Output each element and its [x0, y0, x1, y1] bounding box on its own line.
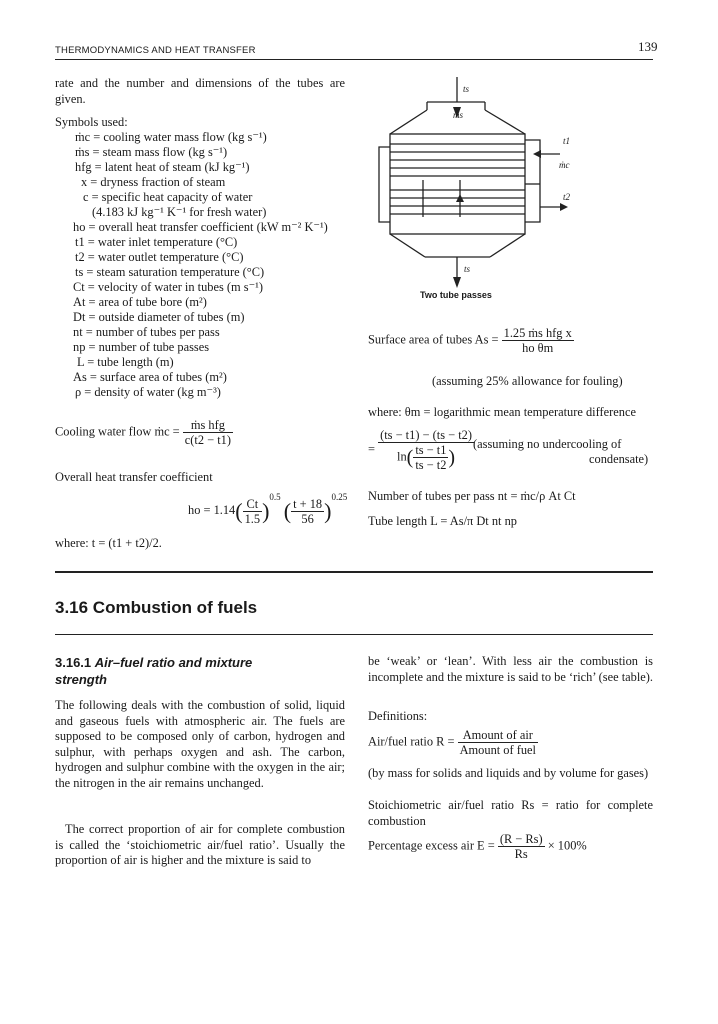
lmtd-numerator: (ts − t1) − (ts − t2) — [380, 428, 472, 442]
combustion-paragraph-2: The correct proportion of air for complete combustion is called the ‘stoichiometric air/fuel ratio’. Usually the proportion of air is higher and the mixture is said to — [55, 822, 345, 868]
section-title: 3.16 Combustion of fuels — [55, 598, 258, 617]
symbol-ho: ho = overall heat transfer coefficient (kW m⁻² K⁻¹) — [73, 220, 328, 234]
htc-formula: ho = 1.14( $\frac{Ct}{1.5}$ )$^{0.5}$ ( $\frac{t + 18}{56}$ )$^{0.25}$ — [188, 492, 348, 526]
afr-fraction — [458, 728, 538, 757]
symbol-t2: t2 = water outlet temperature (°C) — [75, 250, 244, 264]
tubes-per-pass: Number of tubes per pass nt = ṁc/ρ At Ct — [368, 489, 576, 503]
symbol-ct: Ct = velocity of water in tubes (m s⁻¹) — [73, 280, 263, 294]
htc-exp-2: 0.25 — [331, 492, 348, 502]
where-theta: where: θm = logarithmic mean temperature difference — [368, 405, 636, 419]
running-title: THERMODYNAMICS AND HEAT TRANSFER — [55, 45, 256, 56]
symbols-heading: Symbols used: — [55, 115, 128, 129]
fouling-note: (assuming 25% allowance for fouling) — [432, 374, 623, 388]
symbol-at: At = area of tube bore (m²) — [73, 295, 207, 309]
afr-numerator: Amount of air — [458, 728, 538, 743]
excess-air-formula — [368, 832, 587, 861]
symbol-dt: Dt = outside diameter of tubes (m) — [73, 310, 245, 324]
lmtd-note-2: condensate) — [589, 452, 649, 466]
htc-f2-den: 56 — [301, 511, 314, 526]
surface-label: Surface area of tubes As = — [368, 332, 499, 347]
label-ts-top: ts — [463, 84, 470, 94]
afr-label: Air/fuel ratio R = — [368, 734, 455, 749]
excess-fraction — [498, 832, 545, 861]
subsection-title-line-2 — [55, 671, 107, 688]
cooling-flow-formula — [55, 418, 233, 447]
symbol-c: c = specific heat capacity of water — [83, 190, 253, 204]
lmtd-inner-fraction — [413, 443, 448, 472]
htc-exp-1: 0.5 — [269, 492, 281, 502]
symbol-nt: nt = number of tubes per pass — [73, 325, 220, 339]
symbol-hfg: hfg = latent heat of steam (kJ kg⁻¹) — [75, 160, 250, 174]
lmtd-inner-den: ts − t2 — [415, 458, 447, 472]
symbol-ts: ts = steam saturation temperature (°C) — [75, 265, 265, 279]
subsection-text: Air–fuel ratio and mixture — [94, 655, 253, 670]
lmtd-ln: ln — [397, 449, 407, 464]
label-t2: t2 — [563, 192, 571, 202]
surface-area-formula — [368, 326, 574, 355]
label-mc: ṁc — [559, 160, 570, 170]
by-mass-note: (by mass for solids and liquids and by volume for gases) — [368, 766, 649, 780]
excess-numerator: (R − Rs) — [499, 832, 543, 846]
symbol-np: np = number of tube passes — [73, 340, 210, 354]
lmtd-denominator: ln( $\frac{ts - t1}{ts - t2}$ ) — [397, 443, 456, 472]
label-ms: ṁs — [453, 110, 464, 120]
page-number: 139 — [638, 39, 658, 54]
symbol-x: x = dryness fraction of steam — [81, 175, 226, 189]
header-rule — [55, 59, 653, 60]
htc-f1-den: 1.5 — [244, 511, 261, 526]
symbol-l: L = tube length (m) — [77, 355, 174, 369]
definitions-heading: Definitions: — [368, 709, 428, 723]
symbol-ms: ṁs = steam mass flow (kg s⁻¹) — [75, 145, 228, 159]
lmtd-inner-num: ts − t1 — [415, 443, 447, 457]
htc-f1-num: Ct — [243, 497, 263, 512]
lmtd-formula — [368, 428, 474, 472]
cooling-flow-label: Cooling water flow ṁc = — [55, 424, 180, 439]
label-t1: t1 — [563, 136, 571, 146]
htc-label: Overall heat transfer coefficient — [55, 470, 213, 484]
subsection-number: 3.16.1 — [55, 655, 92, 670]
afr-denominator: Amount of fuel — [459, 743, 536, 757]
htc-fraction-1 — [243, 497, 263, 526]
lmtd-fraction — [378, 428, 474, 472]
air-fuel-ratio-formula — [368, 728, 538, 757]
rich-lean-paragraph: be ‘weak’ or ‘lean’. With less air the combustion is incomplete and the mixture is said to be ‘rich’ (see table). — [368, 654, 653, 684]
symbol-c-value: (4.183 kJ kg⁻¹ K⁻¹ for fresh water) — [92, 205, 267, 219]
stoichiometric-definition: Stoichiometric air/fuel ratio Rs = ratio for complete combustion — [368, 798, 653, 828]
tube-length: Tube length L = As/π Dt nt np — [368, 514, 517, 528]
htc-lhs: ho = 1.14 — [188, 503, 236, 517]
htc-fraction-2 — [291, 497, 324, 526]
figure-caption: Two tube passes — [420, 290, 492, 300]
surface-denominator: ho θm — [522, 341, 554, 355]
symbol-t1: t1 = water inlet temperature (°C) — [75, 235, 238, 249]
condenser-figure — [365, 72, 580, 312]
excess-denominator: Rs — [514, 847, 528, 861]
cooling-flow-numerator: ṁs hfg — [183, 418, 233, 433]
section-rule-top — [55, 571, 653, 573]
symbol-as: As = surface area of tubes (m²) — [73, 370, 227, 384]
combustion-paragraph-1: The following deals with the combustion of solid, liquid and gaseous fuels with atmospheric air. The fuels are supposed to be composed only of carbon, hydrogen and sulphur, with perhaps oxygen and ash. The carbon, hydrogen and sulphur combine with the oxygen in the air; the nitrogen in the air remains unchanged. — [55, 698, 345, 790]
subsection-text-2: strength — [55, 672, 107, 687]
lmtd-note-1: (assuming no undercooling of — [473, 437, 622, 451]
surface-numerator: 1.25 ṁs hfg x — [503, 326, 572, 340]
surface-fraction — [502, 326, 574, 355]
label-ts-bottom: ts — [464, 264, 471, 274]
section-rule-bottom — [55, 634, 653, 635]
cooling-flow-denominator: c(t2 − t1) — [184, 433, 232, 447]
symbol-rho: ρ = density of water (kg m⁻³) — [75, 385, 221, 399]
lmtd-equals: = — [368, 441, 375, 456]
subsection-title — [55, 654, 252, 671]
symbol-mc: ṁc = cooling water mass flow (kg s⁻¹) — [75, 130, 267, 144]
where-t: where: t = (t1 + t2)/2. — [55, 536, 162, 550]
condenser-diagram — [365, 72, 580, 312]
cooling-flow-fraction — [183, 418, 233, 447]
symbols-list — [55, 130, 355, 410]
htc-f2-num: t + 18 — [293, 496, 323, 511]
excess-label: Percentage excess air E = — [368, 838, 495, 853]
intro-paragraph: rate and the number and dimensions of the tubes are given. — [55, 76, 345, 106]
excess-tail: × 100% — [547, 838, 587, 853]
